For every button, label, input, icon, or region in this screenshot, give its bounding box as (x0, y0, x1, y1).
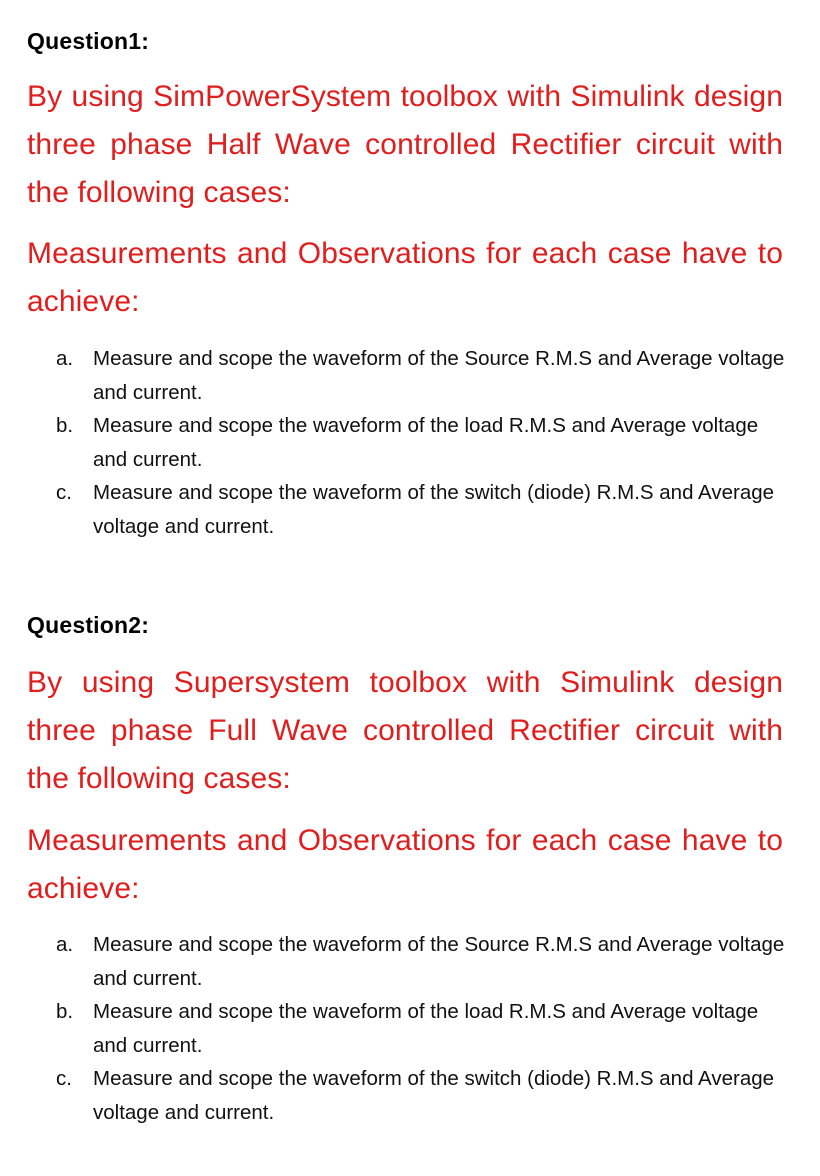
question2-case-list (56, 928, 786, 1129)
list-marker: b. (56, 414, 74, 437)
list-marker: c. (56, 481, 72, 504)
list-marker: a. (56, 347, 74, 370)
list-item-text: Measure and scope the waveform of the Source R.M.S and Average voltage and current. (93, 347, 785, 404)
list-item-text: Measure and scope the waveform of the load R.M.S and Average voltage and current. (93, 414, 759, 471)
question2-heading: Question2: (27, 612, 150, 638)
list-item (56, 928, 786, 995)
question2-intro: By using Supersystem toolbox with Simulink design three phase Full Wave controlled Rectifier circuit with the following cases: (27, 666, 783, 795)
list-item (56, 476, 786, 543)
list-item-text: Measure and scope the waveform of the switch (diode) R.M.S and Average voltage and current. (93, 1067, 775, 1124)
list-item (56, 995, 786, 1062)
list-item-text: Measure and scope the waveform of the Source R.M.S and Average voltage and current. (93, 933, 785, 990)
list-item (56, 409, 786, 476)
question1-intro: By using SimPowerSystem toolbox with Simulink design three phase Half Wave controlled Rectifier circuit with the following cases: (27, 80, 783, 209)
question1-measurements-heading: Measurements and Observations for each case have to achieve: (27, 237, 783, 318)
list-marker: b. (56, 1000, 74, 1023)
list-item (56, 1062, 786, 1129)
list-item (56, 342, 786, 409)
list-marker: c. (56, 1067, 72, 1090)
question2-measurements-heading: Measurements and Observations for each case have to achieve: (27, 824, 783, 905)
list-item-text: Measure and scope the waveform of the load R.M.S and Average voltage and current. (93, 1000, 759, 1057)
list-item-text: Measure and scope the waveform of the switch (diode) R.M.S and Average voltage and current. (93, 481, 775, 538)
list-marker: a. (56, 933, 74, 956)
question1-case-list (56, 342, 786, 543)
question1-heading: Question1: (27, 28, 150, 54)
